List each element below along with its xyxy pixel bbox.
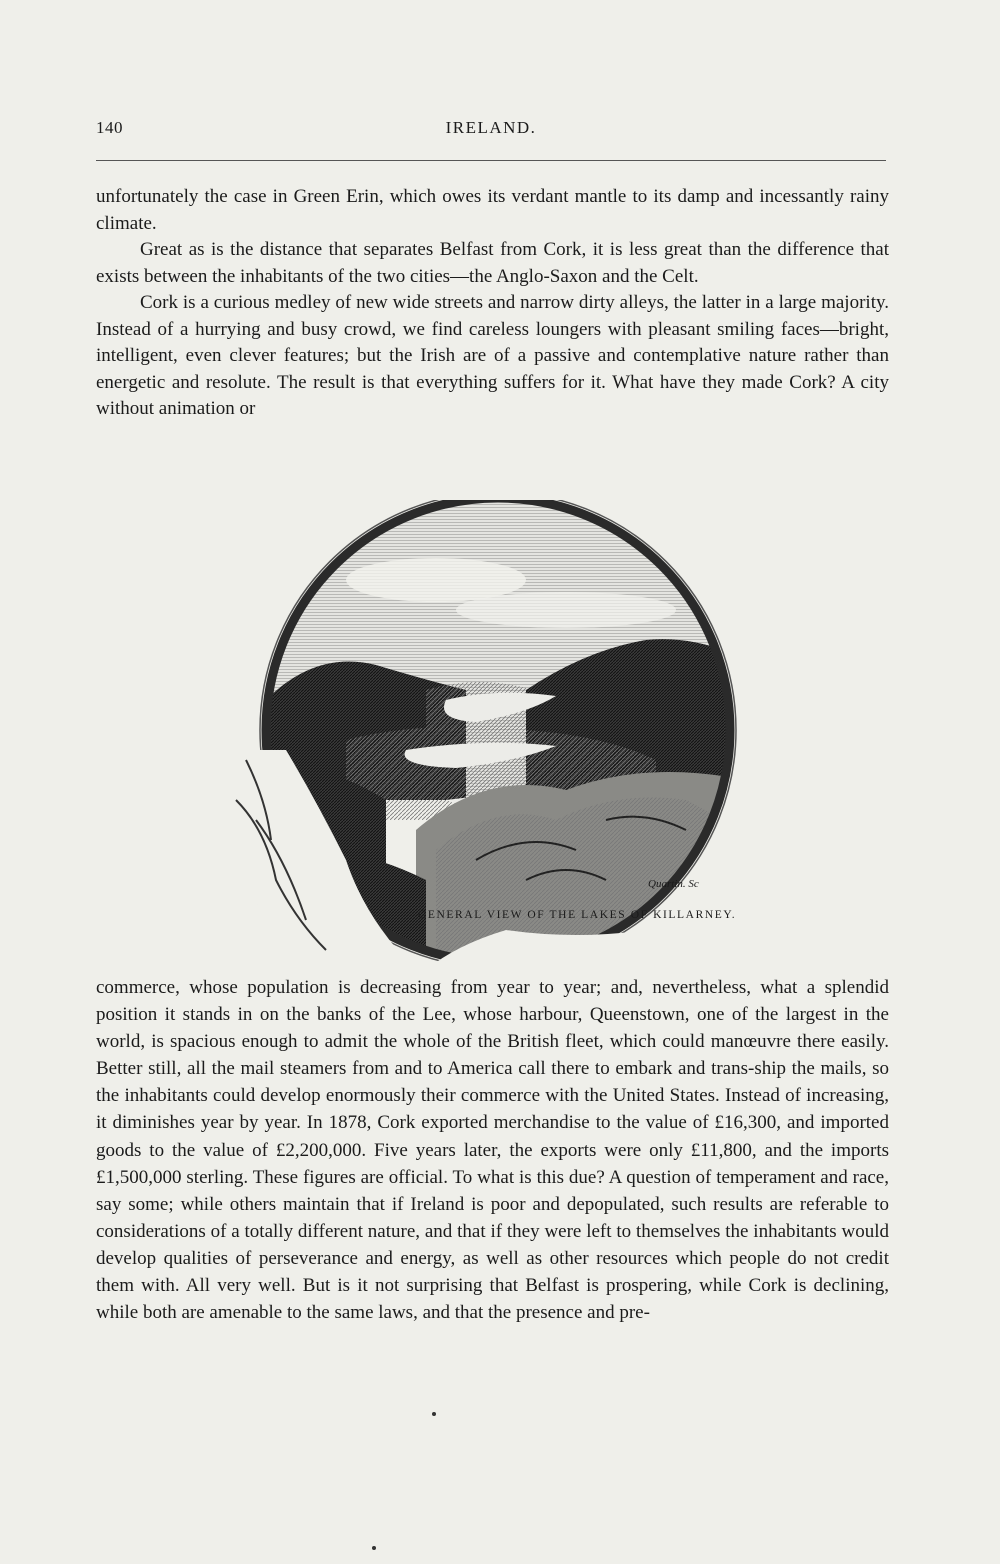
header-rule (96, 160, 886, 161)
paragraph-commerce: commerce, whose population is decreasing from year to year; and, nevertheless, what a splendid position it stands in on the banks of the Lee, whose harbour, Queenstown, one of the largest in the world, is spacious enough to admit the whole of the British fleet, which could manœuvre there easily. Better still, all the mail steamers from and to America call there to embark and trans-ship the mails, so the inhabitants could develop enormously their commerce with the United States. Instead of increasing, it diminishes year by year. In 1878, Cork exported merchandise to the value of £16,300, and imported goods to the value of £2,200,000. Five years later, the exports were only £11,800, and the imports £1,500,000 sterling. These figures are official. To what is this due? A question of temperament and race, say some; while others maintain that if Ireland is poor and depopulated, such results are referable to considerations of a totally different nature, and that if they were left to themselves the inhabitants would develop qualities of perseverance and energy, as well as other resources which people do not credit them with. All very well. But is it not surprising that Belfast is prospering, while Cork is declining, while both are amenable to the same laws, and that the presence and pre- (96, 977, 889, 1324)
print-speck (432, 1412, 436, 1416)
paragraph-belfast-cork: Great as is the distance that separates Belfast from Cork, it is less great than the difference that exists between the inhabitants of the two cities—the Anglo-Saxon and the Celt. (96, 239, 889, 287)
lakes-engraving (226, 500, 766, 970)
top-text-block (96, 184, 889, 423)
print-speck (372, 1546, 376, 1550)
engraver-signature: Quartin. Sc (648, 878, 699, 890)
paragraph-continued: unfortunately the case in Green Erin, which owes its verdant mantle to its damp and incessantly rainy climate. (96, 186, 889, 234)
engraving-image (226, 500, 766, 970)
paragraph-cork-description: Cork is a curious medley of new wide streets and narrow dirty alleys, the latter in a large majority. Instead of a hurrying and busy crowd, we find careless loungers with pleasant smiling faces—bright, intelligent, even clever features; but the Irish are of a passive and contemplative nature rather than energetic and resolute. The result is that everything suffers for it. What have they made Cork? A city without animation or (96, 292, 889, 419)
bottom-text-block (96, 974, 889, 1326)
figure-caption: GENERAL VIEW OF THE LAKES OF KILLARNEY. (418, 909, 737, 921)
running-title: IRELAND. (445, 118, 537, 137)
running-header (96, 114, 886, 144)
page-number: 140 (96, 118, 123, 137)
